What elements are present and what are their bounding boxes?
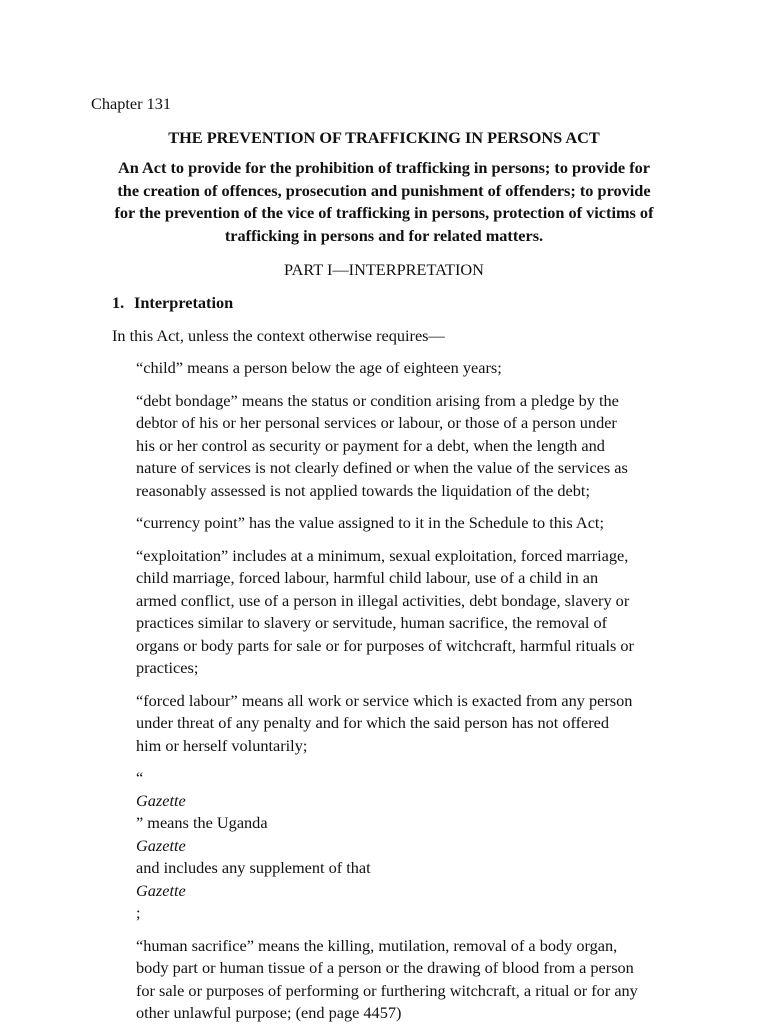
- definition-line: “child” means a person below the age of eighteen years;: [136, 358, 502, 377]
- definition-line: “exploitation” includes at a minimum, sexual exploitation, forced marriage,: [136, 545, 629, 565]
- gazette-end: ;: [136, 903, 141, 922]
- long-title-line: for the prevention of the vice of trafficking in persons, protection of victims of: [114, 203, 654, 222]
- long-title-line: the creation of offences, prosecution and punishment of offenders; to provide: [117, 180, 651, 200]
- chapter-number: Chapter 131: [91, 94, 172, 113]
- long-title-line: An Act to provide for the prohibition of trafficking in persons; to provide for: [117, 158, 650, 177]
- definition-exploitation: [136, 545, 681, 680]
- gazette-term: Gazette: [136, 880, 186, 900]
- definition-debt-bondage: [136, 390, 681, 503]
- gazette-tail: and includes any supplement of that: [136, 858, 371, 877]
- definition-line: [136, 880, 681, 925]
- definition-child: [136, 357, 681, 380]
- gazette-open-quote: “: [136, 768, 144, 787]
- gazette-term: Gazette: [136, 835, 186, 855]
- definition-gazette: [136, 767, 681, 925]
- gazette-middle: ” means the Uganda: [136, 813, 268, 832]
- definitions-list: [136, 357, 681, 1035]
- definition-line: “currency point” has the value assigned to it in the Schedule to this Act;: [136, 513, 604, 532]
- definition-line: nature of services is not clearly defined or when the value of the services as: [136, 458, 628, 477]
- definition-human-sacrifice: [136, 935, 681, 1025]
- definition-line: [136, 767, 681, 880]
- definition-line: child marriage, forced labour, harmful child labour, use of a child in an: [136, 568, 599, 587]
- definition-line: reasonably assessed is not applied towards the liquidation of the debt;: [136, 480, 590, 500]
- definition-line: practices similar to slavery or servitude, human sacrifice, the removal of: [136, 613, 608, 632]
- definition-currency-point: [136, 512, 681, 535]
- definition-line: “debt bondage” means the status or condition arising from a pledge by the: [136, 390, 619, 410]
- definition-line: for sale or purposes of performing or furthering witchcraft, a ritual or for any: [136, 980, 638, 1000]
- definition-line: other unlawful purpose; (end page 4457): [136, 1003, 402, 1022]
- definition-line: his or her control as security or payment for a debt, when the length and: [136, 435, 605, 455]
- gazette-term: Gazette: [136, 790, 186, 810]
- definition-forced-labour: [136, 690, 681, 758]
- section-heading: [112, 292, 233, 315]
- definition-line: under threat of any penalty and for which the said person has not offered: [136, 713, 610, 732]
- section-number: 1.: [112, 293, 125, 312]
- definition-line: organs or body parts for sale or for purposes of witchcraft, harmful rituals or: [136, 635, 634, 655]
- definition-line: body part or human tissue of a person or the drawing of blood from a person: [136, 958, 634, 977]
- long-title-line: trafficking in persons and for related matters.: [224, 225, 544, 245]
- definition-line: armed conflict, use of a person in illegal activities, debt bondage, slavery or: [136, 590, 630, 610]
- long-title: [86, 157, 682, 247]
- part-heading: PART I—INTERPRETATION: [284, 260, 484, 279]
- definition-line: debtor of his or her personal services or labour, or those of a person under: [136, 413, 617, 432]
- definition-line: him or herself voluntarily;: [136, 735, 308, 755]
- act-title: THE PREVENTION OF TRAFFICKING IN PERSONS ACT: [168, 128, 600, 147]
- definition-line: practices;: [136, 658, 199, 677]
- intro-text: In this Act, unless the context otherwise requires—: [112, 326, 445, 345]
- definition-line: “human sacrifice” means the killing, mutilation, removal of a body organ,: [136, 935, 618, 955]
- section-title: Interpretation: [134, 293, 234, 312]
- definition-line: “forced labour” means all work or service which is exacted from any person: [136, 690, 633, 710]
